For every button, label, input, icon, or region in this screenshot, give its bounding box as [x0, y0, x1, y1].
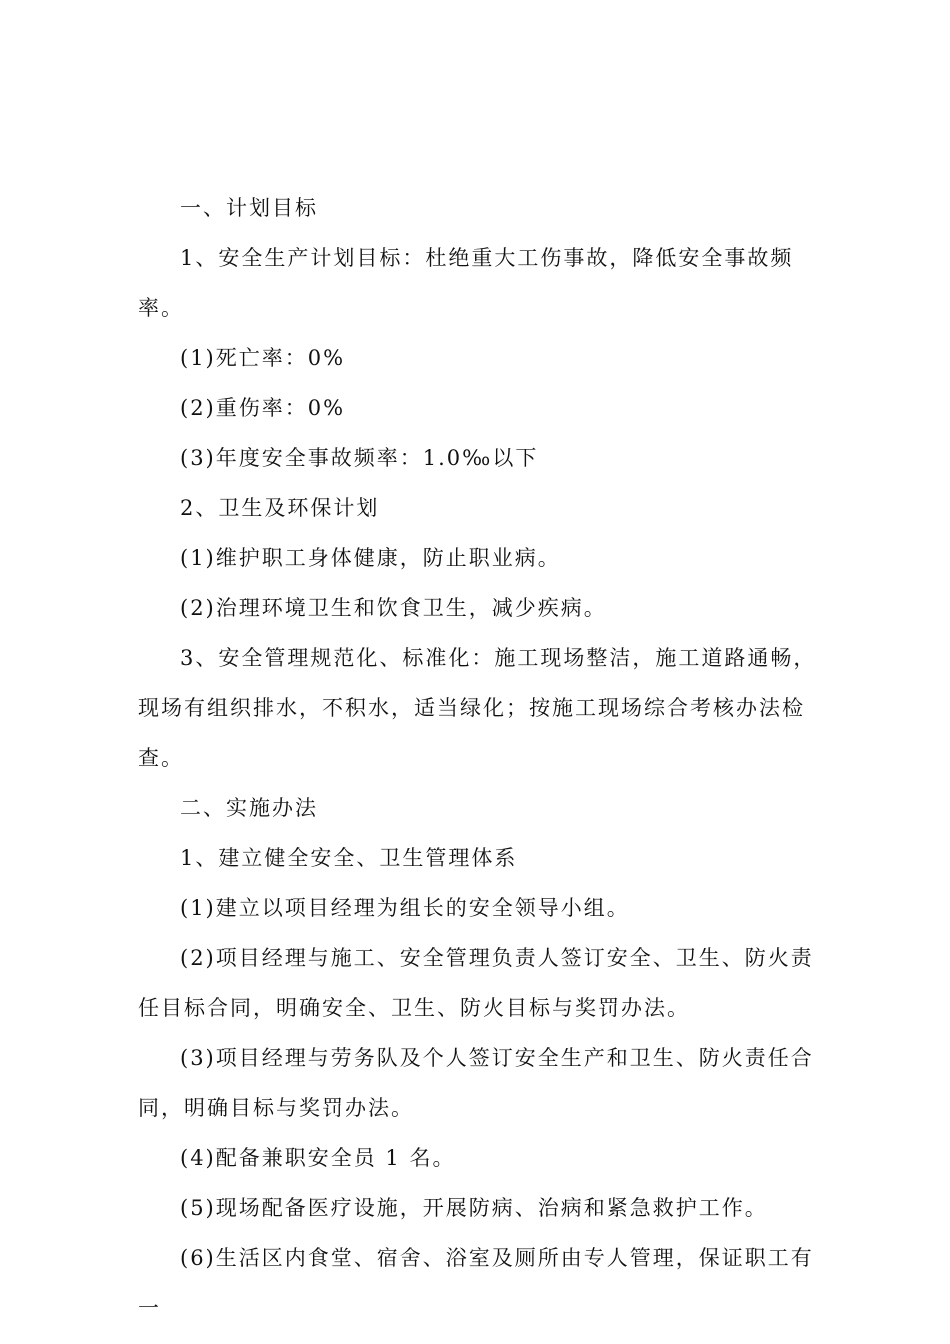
list-item-accident-frequency: (3)年度安全事故频率：1.0‰以下	[180, 446, 539, 470]
list-item-death-rate: (1)死亡率：0%	[180, 346, 346, 370]
paragraph-hygiene-plan: 2、卫生及环保计划	[180, 496, 380, 520]
list-item-leadership-group: (1)建立以项目经理为组长的安全领导小组。	[180, 896, 630, 920]
list-item-living-area: (6)生活区内食堂、宿舍、浴室及厕所由专人管理，保证职工有一	[138, 1246, 814, 1320]
list-item-environment-hygiene: (2)治理环境卫生和饮食卫生，减少疾病。	[180, 596, 607, 620]
paragraph-management-system: 1、建立健全安全、卫生管理体系	[180, 846, 518, 870]
list-item-injury-rate: (2)重伤率：0%	[180, 396, 346, 420]
paragraph-standardization: 3、安全管理规范化、标准化：施工现场整洁，施工道路通畅，现场有组织排水，不积水，适当绿化；按施工现场综合考核办法检查。	[138, 646, 817, 770]
list-item-labor-contract: (3)项目经理与劳务队及个人签订安全生产和卫生、防火责任合同，明确目标与奖罚办法。	[138, 1046, 814, 1120]
list-item-worker-health: (1)维护职工身体健康，防止职业病。	[180, 546, 561, 570]
section-heading-implementation: 二、实施办法	[180, 796, 318, 820]
paragraph-safety-goal: 1、安全生产计划目标：杜绝重大工伤事故，降低安全事故频率。	[138, 246, 794, 320]
document-body	[138, 183, 818, 1333]
list-item-medical-facilities: (5)现场配备医疗设施，开展防病、治病和紧急救护工作。	[180, 1196, 768, 1220]
list-item-safety-officer: (4)配备兼职安全员 1 名。	[180, 1146, 456, 1170]
section-heading-plan-goals: 一、计划目标	[180, 196, 318, 220]
list-item-responsibility-contract: (2)项目经理与施工、安全管理负责人签订安全、卫生、防火责任目标合同，明确安全、卫生、防火目标与奖罚办法。	[138, 946, 814, 1020]
